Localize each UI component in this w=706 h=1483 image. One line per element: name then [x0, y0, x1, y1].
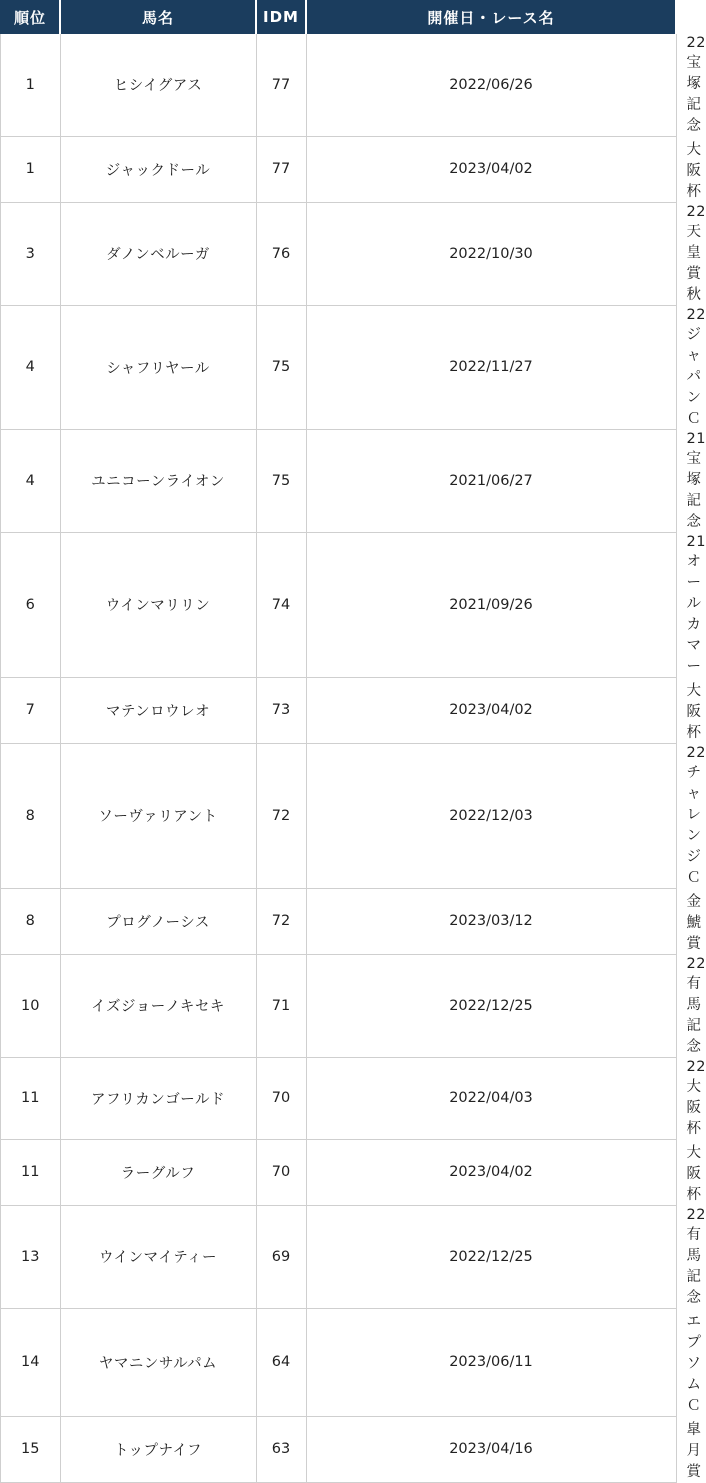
- cell-idm: 70: [256, 1139, 306, 1205]
- table-row: 11 アフリカンゴールド 70 2022/04/03 22大阪杯: [1, 1057, 677, 1139]
- cell-idm: 72: [256, 743, 306, 888]
- cell-idm: 76: [256, 202, 306, 305]
- cell-horse-name: マテンロウレオ: [60, 677, 256, 743]
- cell-horse-name: ウインマリリン: [60, 532, 256, 677]
- cell-rank: 13: [1, 1205, 61, 1308]
- table-body: [1, 34, 706, 1483]
- cell-idm: 72: [256, 888, 306, 954]
- cell-date: 2022/12/25: [306, 954, 676, 1057]
- cell-date: 2023/04/16: [306, 1416, 676, 1482]
- table-row: 8 プログノーシス 72 2023/03/12 金鯱賞: [1, 888, 677, 954]
- table-row: 10 イズジョーノキセキ 71 2022/12/25 22有馬記念: [1, 954, 677, 1057]
- cell-horse-name: プログノーシス: [60, 888, 256, 954]
- cell-idm: 63: [256, 1416, 306, 1482]
- cell-horse-name: ヒシイグアス: [60, 34, 256, 137]
- cell-horse-name: ソーヴァリアント: [60, 743, 256, 888]
- cell-idm: 73: [256, 677, 306, 743]
- cell-rank: 4: [1, 305, 61, 429]
- cell-horse-name: ラーグルフ: [60, 1139, 256, 1205]
- cell-rank: 8: [1, 888, 61, 954]
- cell-date: 2023/04/02: [306, 1139, 676, 1205]
- table-row: 11 ラーグルフ 70 2023/04/02 大阪杯: [1, 1139, 677, 1205]
- cell-rank: 7: [1, 677, 61, 743]
- cell-idm: 77: [256, 34, 306, 137]
- cell-rank: 1: [1, 136, 61, 202]
- cell-date: 2021/09/26: [306, 532, 676, 677]
- cell-date: 2023/03/12: [306, 888, 676, 954]
- cell-date: 2022/04/03: [306, 1057, 676, 1139]
- cell-idm: 64: [256, 1308, 306, 1416]
- cell-idm: 77: [256, 136, 306, 202]
- cell-horse-name: ユニコーンライオン: [60, 429, 256, 532]
- cell-rank: 6: [1, 532, 61, 677]
- cell-idm: 75: [256, 429, 306, 532]
- cell-date: 2023/04/02: [306, 677, 676, 743]
- column-header-rank: 順位: [1, 1, 61, 34]
- cell-rank: 11: [1, 1057, 61, 1139]
- cell-horse-name: ジャックドール: [60, 136, 256, 202]
- cell-date: 2022/06/26: [306, 34, 676, 137]
- cell-date: 2022/10/30: [306, 202, 676, 305]
- cell-date: 2023/04/02: [306, 136, 676, 202]
- cell-idm: 74: [256, 532, 306, 677]
- cell-rank: 3: [1, 202, 61, 305]
- table-row: 1 ジャックドール 77 2023/04/02 大阪杯: [1, 136, 677, 202]
- cell-horse-name: シャフリヤール: [60, 305, 256, 429]
- table-row: 4 シャフリヤール 75 2022/11/27 22ジャパンＣ: [1, 305, 677, 429]
- table-row: 14 ヤマニンサルパム 64 2023/06/11 エプソムＣ: [1, 1308, 677, 1416]
- table-header: [1, 1, 677, 34]
- cell-horse-name: イズジョーノキセキ: [60, 954, 256, 1057]
- cell-rank: 4: [1, 429, 61, 532]
- cell-rank: 10: [1, 954, 61, 1057]
- cell-date: 2022/12/25: [306, 1205, 676, 1308]
- cell-horse-name: ウインマイティー: [60, 1205, 256, 1308]
- cell-idm: 70: [256, 1057, 306, 1139]
- table-row: 7 マテンロウレオ 73 2023/04/02 大阪杯: [1, 677, 677, 743]
- table-row: 4 ユニコーンライオン 75 2021/06/27 21宝塚記念: [1, 429, 677, 532]
- table-row: 6 ウインマリリン 74 2021/09/26 21オールカマー: [1, 532, 677, 677]
- cell-idm: 71: [256, 954, 306, 1057]
- cell-idm: 75: [256, 305, 306, 429]
- cell-horse-name: ダノンベルーガ: [60, 202, 256, 305]
- table-row: 15 トップナイフ 63 2023/04/16 皐月賞: [1, 1416, 677, 1482]
- cell-rank: 14: [1, 1308, 61, 1416]
- cell-rank: 1: [1, 34, 61, 137]
- table-row: 13 ウインマイティー 69 2022/12/25 22有馬記念: [1, 1205, 677, 1308]
- cell-date: 2022/11/27: [306, 305, 676, 429]
- cell-date: 2023/06/11: [306, 1308, 676, 1416]
- cell-date: 2021/06/27: [306, 429, 676, 532]
- table-row: 3 ダノンベルーガ 76 2022/10/30 22天皇賞秋: [1, 202, 677, 305]
- column-header-idm: IDM: [256, 1, 306, 34]
- cell-rank: 11: [1, 1139, 61, 1205]
- cell-horse-name: ヤマニンサルパム: [60, 1308, 256, 1416]
- cell-rank: 8: [1, 743, 61, 888]
- cell-horse-name: トップナイフ: [60, 1416, 256, 1482]
- cell-date: 2022/12/03: [306, 743, 676, 888]
- cell-horse-name: アフリカンゴールド: [60, 1057, 256, 1139]
- column-header-horse: 馬名: [60, 1, 256, 34]
- cell-idm: 69: [256, 1205, 306, 1308]
- table-header-row: [1, 1, 677, 34]
- column-header-event: 開催日・レース名: [306, 1, 676, 34]
- table-row: 8 ソーヴァリアント 72 2022/12/03 22チャレンジＣ: [1, 743, 677, 888]
- cell-rank: 15: [1, 1416, 61, 1482]
- table-row: 1 ヒシイグアス 77 2022/06/26 22宝塚記念: [1, 34, 677, 137]
